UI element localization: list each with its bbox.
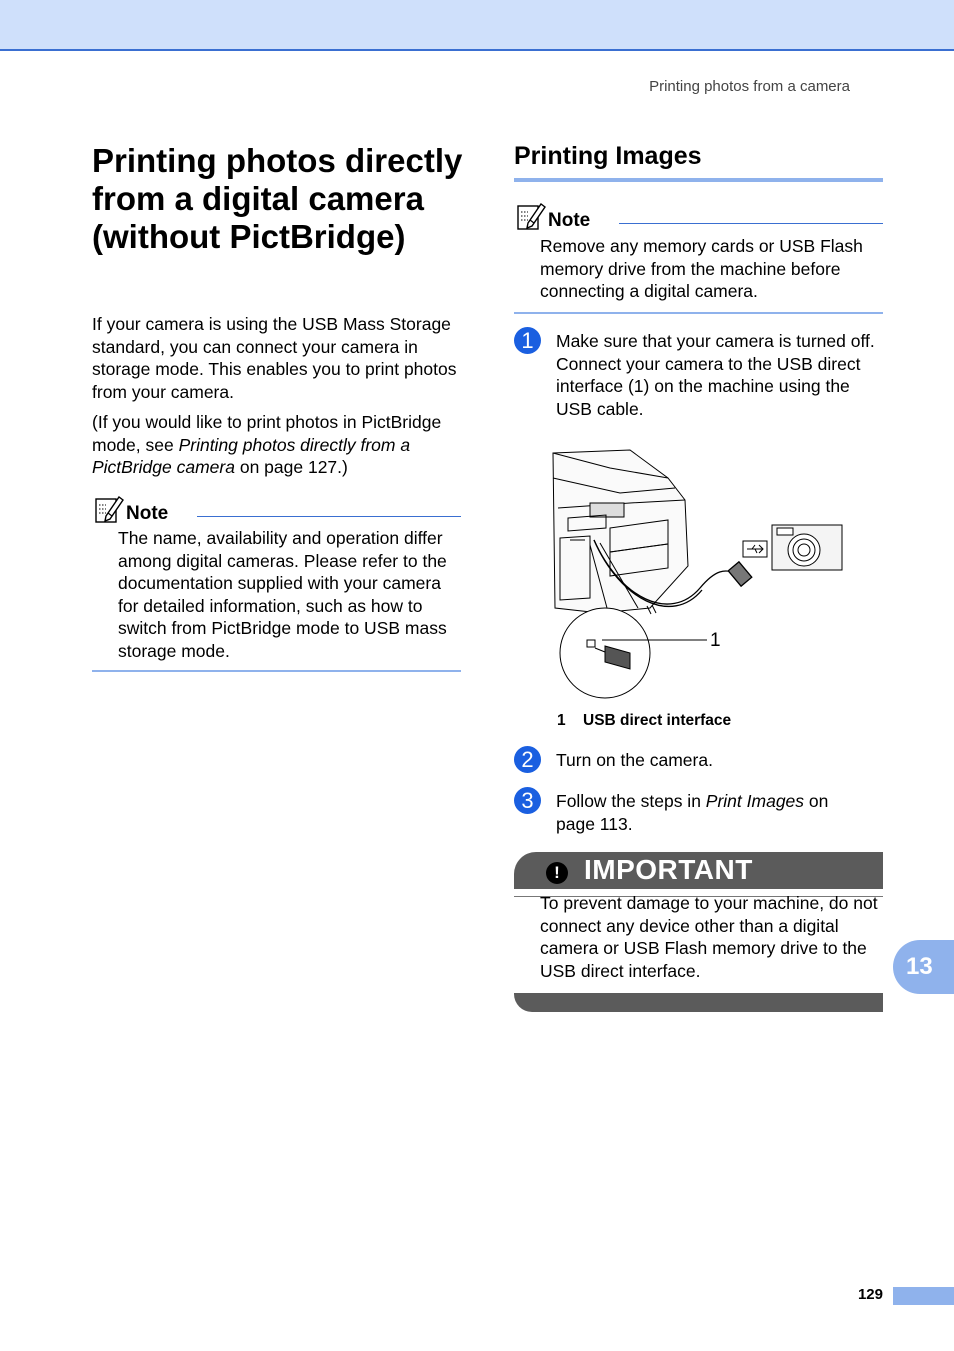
section-heading: Printing Images [514,142,702,170]
note-end-rule [92,670,461,672]
page-header-band [0,0,954,51]
right-note-text: Remove any memory cards or USB Flash memory drive from the machine before connecting a digital camera. [540,236,863,301]
page-number-bar [893,1287,954,1305]
right-note-header [516,201,590,231]
important-box [514,852,883,1012]
figure-caption [557,712,731,730]
print-images-link[interactable]: Print Images [705,791,805,811]
caption-text: USB direct interface [583,712,732,729]
left-note-header [94,494,168,524]
pictbridge-reference [92,411,462,479]
page-number: 129 [857,1286,883,1303]
chapter-tab: 13 [893,940,954,994]
intro-paragraph: If your camera is using the USB Mass Storage standard, you can connect your camera in storage mode. This enables you to print photos from your camera. [92,314,457,402]
note-divider [619,223,883,224]
ref-text-before: (If you would like to print photos in PictBridge mode, see [92,412,442,455]
heading-rule [514,178,883,182]
note-divider [197,516,461,517]
usb-icon [743,541,767,557]
note-pencil-icon [516,201,546,231]
step-text [556,790,836,835]
callout-number: 1 [710,630,721,651]
note-label: Note [126,503,169,524]
caption-number: 1 [557,712,566,729]
step-text: Make sure that your camera is turned off. Connect your camera to the USB direct interface (1) on the machine using the USB cable. [556,331,875,419]
printer-machine [553,450,688,613]
step-text: Turn on the camera. [556,750,713,770]
chapter-section-title: Printing photos directly from a digital camera (without PictBridge) [92,142,463,255]
exclamation-icon: ! [546,862,568,884]
step-number-badge: 1 [514,327,541,354]
step-text-after: on page 113. [556,791,829,834]
note-label: Note [548,210,591,231]
note-pencil-icon [94,494,124,524]
usb-connection-illustration [550,448,850,700]
step-number-badge: 2 [514,746,541,773]
pictbridge-link[interactable]: Printing photos directly from a PictBridge camera [92,434,411,477]
step-number-badge: 3 [514,787,541,814]
running-head: Printing photos from a camera [649,78,850,95]
important-text: To prevent damage to your machine, do not connect any device other than a digital camera or USB Flash memory drive to the USB direct interface. [540,893,878,981]
important-footer [514,993,883,1012]
step-text-before: Follow the steps in [556,791,706,811]
ref-text-after: on page 127.) [234,457,348,477]
digital-camera [772,525,842,570]
note-end-rule [514,312,883,314]
important-header [514,852,883,889]
important-title: IMPORTANT [584,854,753,885]
left-note-text: The name, availability and operation differ among digital cameras. Please refer to the documentation supplied with your camera for detailed information, such as how to switch from PictBridge mode to USB mass storage mode. [118,528,447,661]
